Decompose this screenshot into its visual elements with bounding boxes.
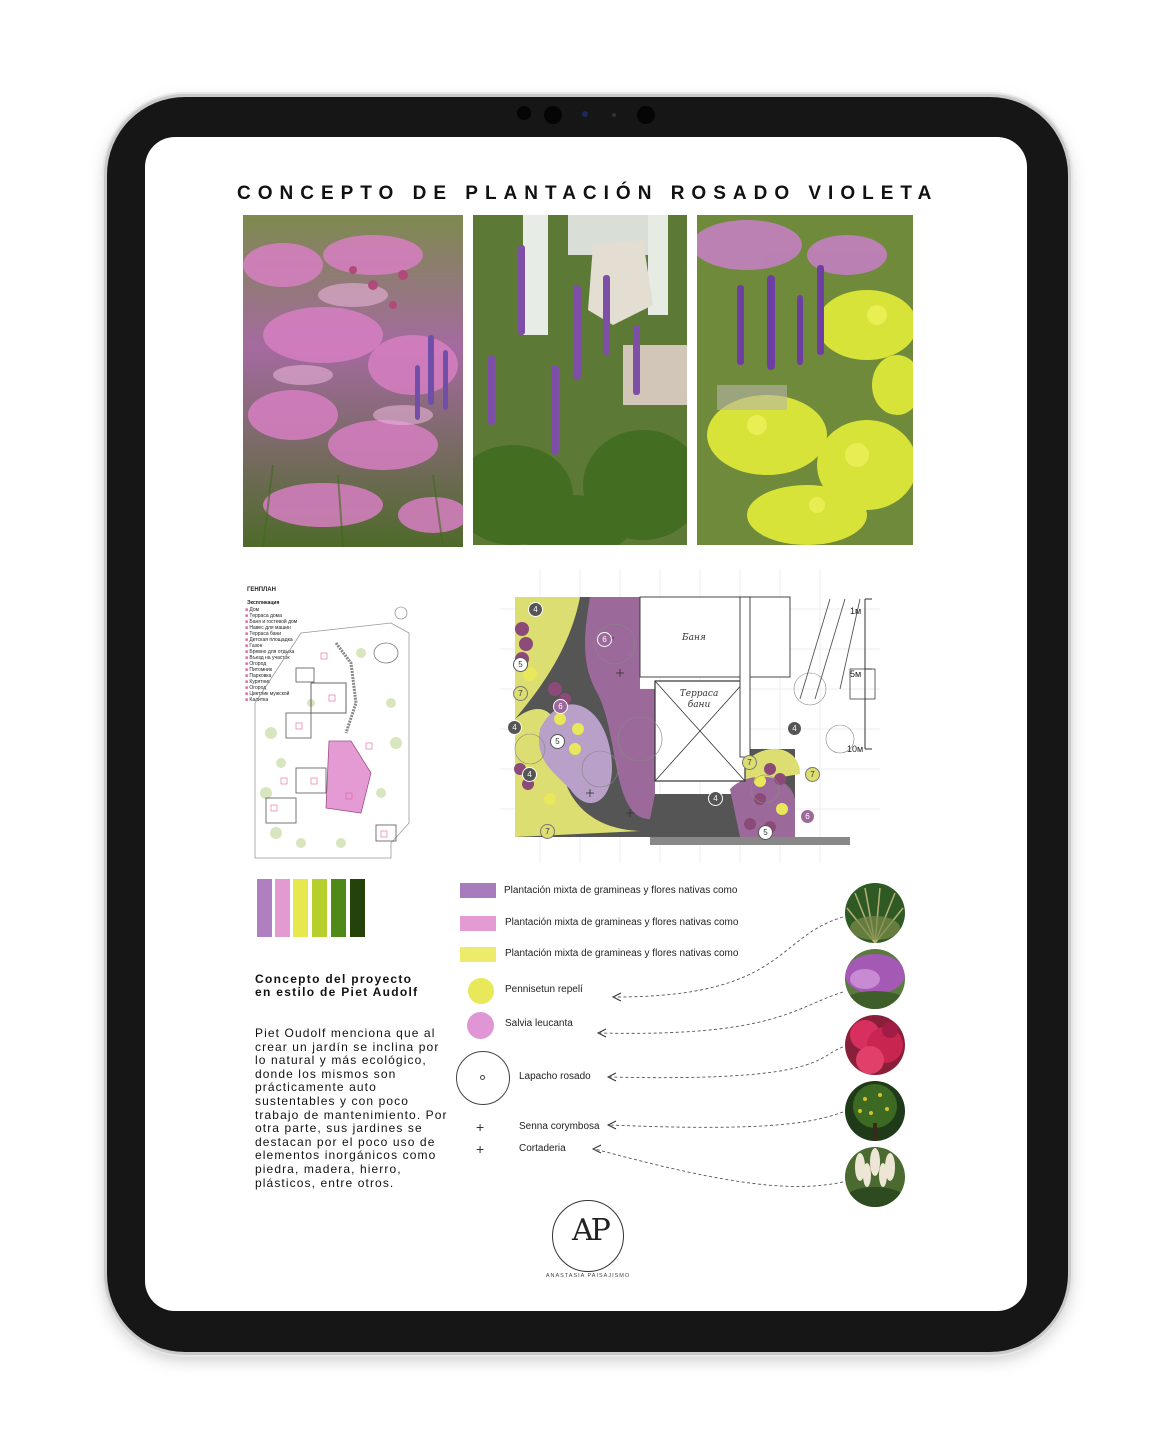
palette-swatch <box>350 879 365 937</box>
legend-item: ■ Въезд на участок <box>245 655 290 661</box>
legend-swatch-pink <box>460 916 496 931</box>
color-palette <box>257 879 367 937</box>
planting-plan-drawing <box>500 569 880 863</box>
concept-title-line2: en estilo de Piet Audolf <box>255 985 419 999</box>
palette-swatch <box>331 879 346 937</box>
legend-label: Plantación mixta de gramineas y flores nativas como <box>504 885 738 896</box>
plan-marker: 4 <box>708 791 723 806</box>
meadow-photo-icon <box>243 215 463 547</box>
legend-item: ■ Парковка <box>245 673 272 679</box>
pennisetum-dot-icon <box>468 978 494 1004</box>
concept-title <box>255 973 455 999</box>
garden-chair-photo-icon <box>473 215 687 545</box>
scale-10m: 10м <box>847 744 864 754</box>
legend-item: ■ Навес для машин <box>245 625 291 631</box>
legend-label: Plantación mixta de gramineas y flores nativas como <box>505 948 739 959</box>
legend-label: Cortaderia <box>519 1143 566 1154</box>
plus-icon: + <box>476 1141 485 1157</box>
plan-marker: 4 <box>507 720 522 735</box>
palette-swatch <box>275 879 290 937</box>
salvia-dot-icon <box>467 1012 494 1039</box>
plan-marker: 7 <box>513 686 528 701</box>
tablet-screen <box>145 137 1027 1311</box>
plan-marker: 4 <box>522 767 537 782</box>
salvia-photo-icon <box>845 949 905 1009</box>
site-plan <box>241 583 413 863</box>
plan-marker: 5 <box>758 825 773 840</box>
plan-marker: 7 <box>540 824 555 839</box>
flash-icon <box>637 106 655 124</box>
palette-swatch <box>312 879 327 937</box>
legend-item: ■ Терраса дома <box>245 613 282 619</box>
legend-item: ■ Баня и гостевой дом <box>245 619 298 625</box>
planting-plan <box>500 569 880 863</box>
north-arrow-icon <box>395 607 407 619</box>
photo-liatris-chair <box>473 215 687 545</box>
photo-liatris-yellow <box>697 215 913 545</box>
concept-body: Piet Oudolf menciona que al crear un jardín se inclina por lo natural y más ecológico, donde los mismos son prácticamente auto sustentables y con poco trabajo de mantenimiento. Por otra parte, sus jardines se destacan por el poco uso de elementos inorgánicos como piedra, madera, hierro, plásticos, entre otros. <box>255 1026 448 1190</box>
senna-photo-icon <box>845 1081 905 1141</box>
plan-marker: 7 <box>805 767 820 782</box>
camera-dot-icon <box>517 106 531 120</box>
photo-pink-perennials <box>243 215 463 547</box>
legend-item: ■ Терраса бани <box>245 631 282 637</box>
sensor-icon <box>582 111 588 117</box>
site-plan-subheading: Экспликация <box>247 600 280 606</box>
connector-lines <box>575 897 855 1197</box>
plus-icon: + <box>476 1119 485 1135</box>
legend-label: Salvia leucanta <box>505 1018 573 1029</box>
lapacho-photo-icon <box>845 1015 905 1075</box>
legend-label: Plantación mixta de gramineas y flores nativas como <box>505 917 739 928</box>
pennisetum-photo-icon <box>845 883 905 943</box>
meadow-photo-icon <box>697 215 913 545</box>
page-title: CONCEPTO DE PLANTACIÓN ROSADO VIOLETA <box>237 183 939 204</box>
plan-marker: 7 <box>742 755 757 770</box>
legend-item: ■ Калитка <box>245 697 269 703</box>
legend-label: Senna corymbosa <box>519 1121 600 1132</box>
plan-marker: 6 <box>553 699 568 714</box>
plan-marker: 5 <box>550 734 565 749</box>
legend-item: ■ Газон <box>245 643 263 649</box>
plan-marker: 4 <box>528 602 543 617</box>
logo-initials: AP <box>572 1213 608 1248</box>
plan-marker: 4 <box>787 721 802 736</box>
legend-label: Lapacho rosado <box>519 1071 591 1082</box>
cortaderia-photo-icon <box>845 1147 905 1207</box>
plan-marker: 6 <box>597 632 612 647</box>
palette-swatch <box>257 879 272 937</box>
legend-swatch-yellow <box>460 947 496 962</box>
palette-swatch <box>293 879 308 937</box>
legend-item: ■ Цветник мужской <box>245 691 290 697</box>
legend-swatch-purple <box>460 883 496 898</box>
logo-subtitle: ANASTASIA PAISAJISMO <box>545 1273 631 1279</box>
legend-item: ■ Детская площадка <box>245 637 293 643</box>
legend-item: ■ Дом <box>245 607 260 613</box>
legend-item: ■ Курятник <box>245 679 271 685</box>
legend-item: ■ Огород <box>245 685 267 691</box>
legend-item: ■ Бревно для отдыха <box>245 649 295 655</box>
sensor-dot-icon <box>612 113 616 117</box>
legend-label: Pennisetun repelí <box>505 984 583 995</box>
label-banya: Баня <box>682 633 706 643</box>
site-plan-heading: ГЕНПЛАН <box>247 587 276 593</box>
camera-lens-icon <box>544 106 562 124</box>
scale-1m: 1м <box>850 606 862 616</box>
legend-item: ■ Огород <box>245 661 267 667</box>
site-plan-drawing <box>241 583 413 863</box>
plan-marker: 5 <box>513 657 528 672</box>
plan-marker: 6 <box>800 809 815 824</box>
legend-item: ■ Питомник <box>245 667 273 673</box>
scale-5m: 5м <box>850 669 862 679</box>
concept-title-line1: Concepto del proyecto <box>255 972 413 986</box>
lapacho-center-icon <box>480 1075 485 1080</box>
label-terrace: Терраса бани <box>679 689 719 710</box>
